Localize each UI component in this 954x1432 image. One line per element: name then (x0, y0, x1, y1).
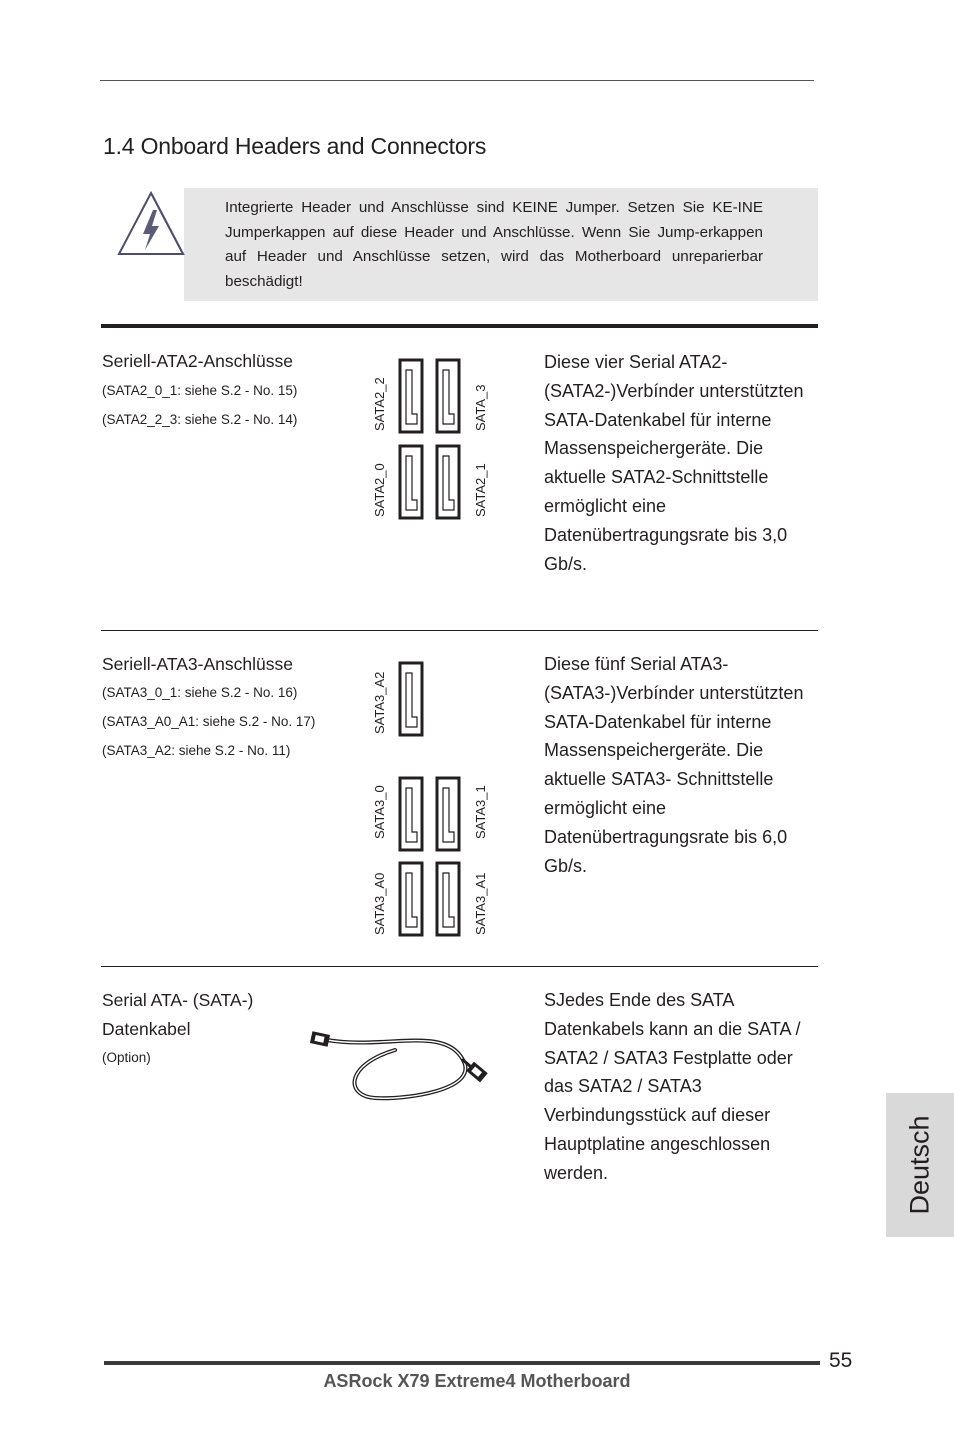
section-divider-thick (101, 324, 818, 328)
sata3-a0-connector (400, 863, 422, 935)
section-divider-1 (101, 630, 818, 631)
label-sata2-1: SATA2_1 (473, 463, 488, 517)
label-sata2-0: SATA2_0 (372, 463, 387, 517)
cable-description: SJedes Ende des SATA Datenkabels kann an die SATA / SATA2 / SATA3 Festplatte oder das SATA2 / SATA3 Verbindungsstück auf dieser Hauptplatine angeschlossen werden. (544, 990, 801, 1183)
sata-cable-illustration (305, 1020, 495, 1110)
cable-title-line-2: Datenkabel (102, 1019, 191, 1039)
footer-title: ASRock X79 Extreme4 Motherboard (323, 1371, 631, 1391)
sata2-ref-2: (SATA2_2_3: siehe S.2 - No. 14) (102, 412, 298, 427)
language-side-tab (886, 1093, 954, 1237)
label-sata2-2: SATA2_2 (372, 377, 387, 431)
warning-text: Integrierte Header und Anschlüsse sind KEINE Jumper. Setzen Sie KE-INE Jumperkappen auf diese Header und Anschlüsse. Wenn Sie Jump-erkappen auf Header und Anschlüsse setzen, wird das Motherboard unreparierbar beschädigt! (225, 199, 763, 291)
sata2-ref-1: (SATA2_0_1: siehe S.2 - No. 15) (102, 383, 298, 398)
sata2-2-connector (400, 360, 422, 432)
label-sata3-1: SATA3_1 (473, 785, 488, 839)
label-sata3-a0: SATA3_A0 (372, 872, 387, 935)
sata3-connector-diagram (360, 658, 500, 943)
sata3-a2-connector (400, 663, 422, 735)
sata2-description: Diese vier Serial ATA2-(SATA2-)Verbínder unterstützten SATA-Datenkabel für interne Massenspeichergeräte. Die aktuelle SATA2-Schnittstelle ermöglicht eine Datenübertragungsrate bis 3,0 Gb/s. (544, 352, 804, 574)
footer-rule (104, 1361, 820, 1365)
cable-option: (Option) (102, 1050, 151, 1065)
label-sata3-0: SATA3_0 (372, 785, 387, 839)
sata3-1-connector (437, 778, 459, 850)
sata3-ref-1: (SATA3_0_1: siehe S.2 - No. 16) (102, 685, 298, 700)
section-heading: 1.4 Onboard Headers and Connectors (103, 133, 487, 159)
sata2-1-connector (437, 446, 459, 518)
sata2-connector-diagram (360, 355, 500, 525)
page-number: 55 (829, 1349, 853, 1372)
label-sata3-a2: SATA3_A2 (372, 671, 387, 734)
sata3-ref-3: (SATA3_A2: siehe S.2 - No. 11) (102, 743, 291, 758)
cable-title-line-1: Serial ATA- (SATA-) (102, 990, 254, 1010)
top-rule (100, 80, 814, 81)
sata2-title: Seriell-ATA2-Anschlüsse (102, 351, 293, 371)
sata3-ref-2: (SATA3_A0_A1: siehe S.2 - No. 17) (102, 714, 316, 729)
warning-triangle-icon (113, 188, 185, 258)
label-sata3-a1: SATA3_A1 (473, 872, 488, 935)
sata-3-connector (437, 360, 459, 432)
section-divider-2 (101, 966, 818, 967)
side-tab-label: Deutsch (904, 1115, 935, 1215)
sata3-a1-connector (437, 863, 459, 935)
label-sata-3: SATA_3 (473, 384, 488, 431)
sata2-0-connector (400, 446, 422, 518)
sata3-description: Diese fünf Serial ATA3-(SATA3-)Verbínder unterstützten SATA-Datenkabel für interne Massenspeichergeräte. Die aktuelle SATA3- Schnittstelle ermöglicht eine Datenübertragungsrate bis 6,0 Gb/s. (544, 654, 804, 876)
sata3-0-connector (400, 778, 422, 850)
sata3-title: Seriell-ATA3-Anschlüsse (102, 654, 293, 674)
